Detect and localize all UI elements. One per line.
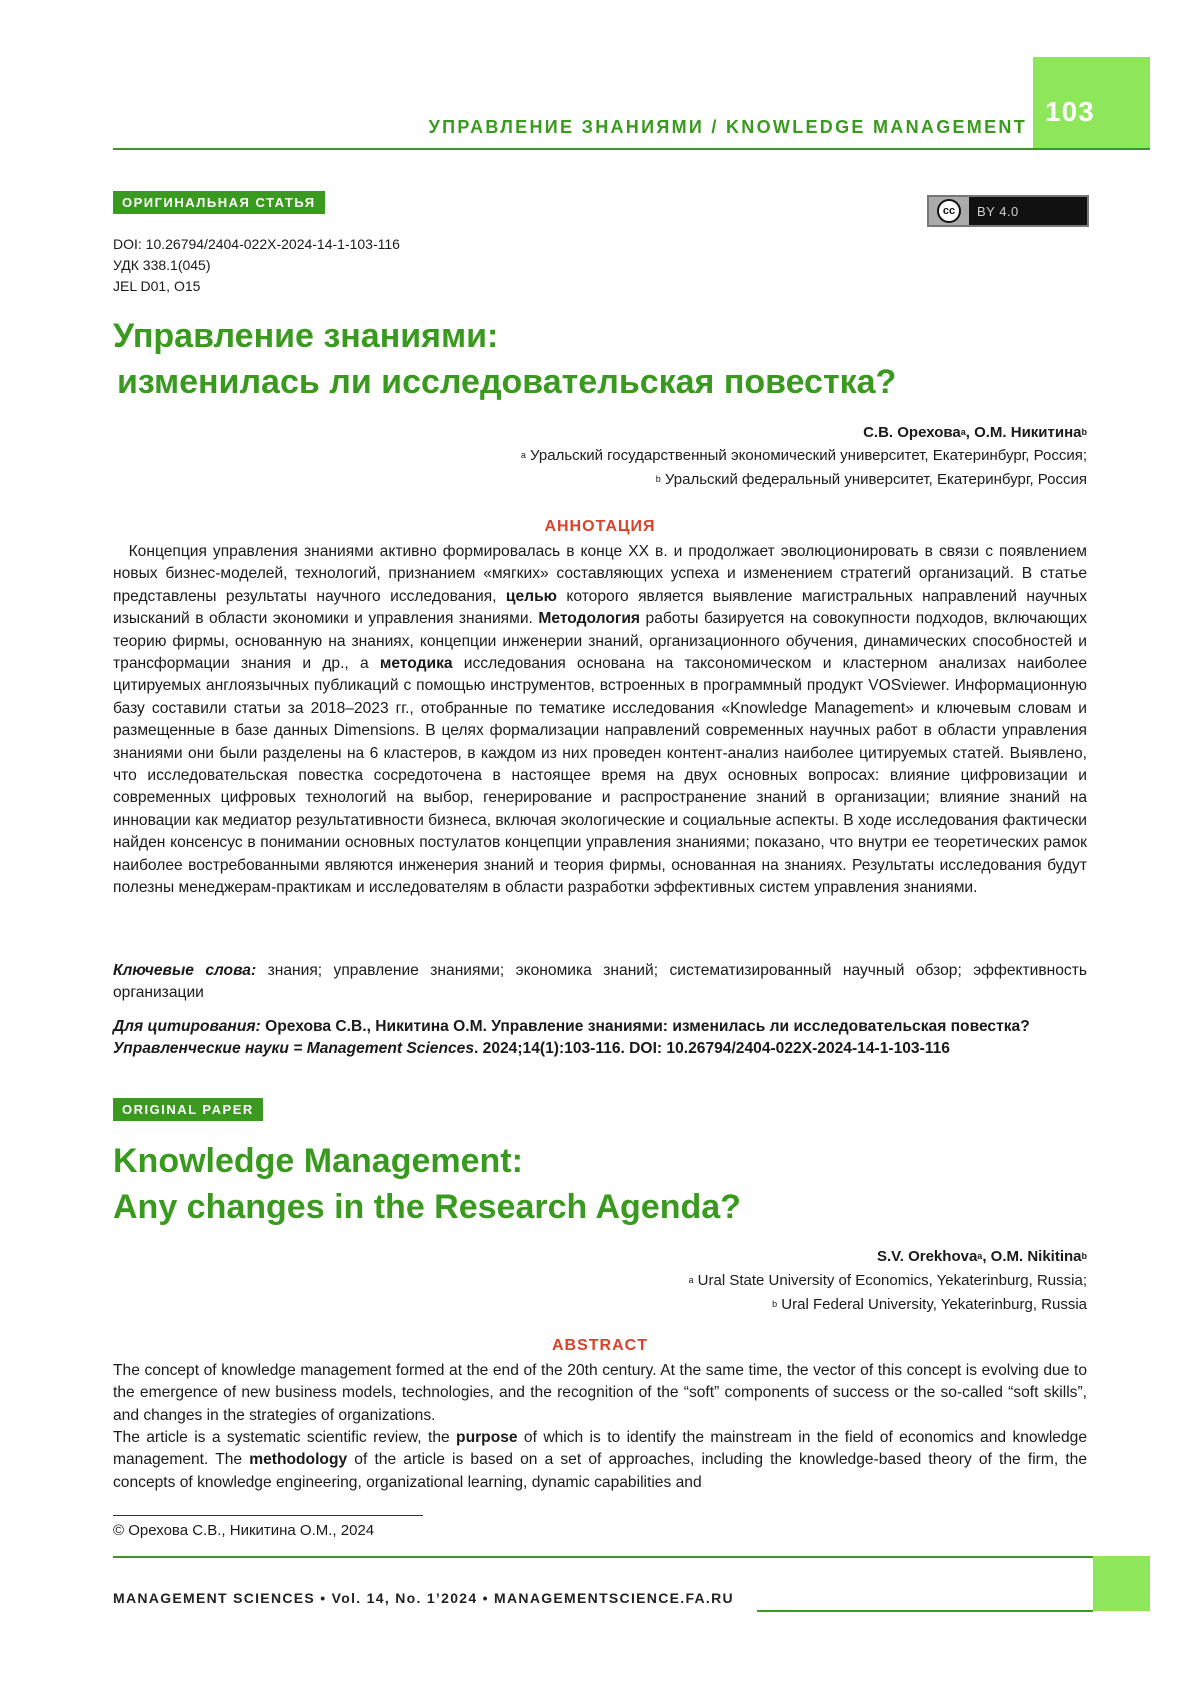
author-1-en-sup: a (977, 1251, 982, 1261)
aff-a-en-sup: a (688, 1275, 693, 1285)
citation-journal: Управленческие науки = Management Sciences (113, 1040, 474, 1057)
annotation-part-4: исследования основана на таксономическом и кластерном анализах наиболее цитируемых англоязычных публикаций с помощью инструментов, встроенных в программный продукт VOSviewer. Информационную базу составили статьи за 2018–2023 гг., отобранные по тематике исследования «Knowledge Management» и ключевым словам и размещенные в базе данных Dimensions. В целях формализации направлений современных научных работ в области управления знаниями они были разделены на 6 кластеров, в каждом из них проведен контент-анализ наиболее цитируемых статей. Выявлено, что исследовательская повестка сосредоточена в настоящее время на двух основных вопросах: влияние цифровизации и современных цифровых технологий на выбор, генерирование и распространение знаний в организации; влияние знаний на инновации как медиатор результативности бизнеса, включая экологические и социальные аспекты. В ходе исследования фактически найден консенсус в понимании основных постулатов концепции управления знаниями; показано, что внутри ее теоретических рамок наиболее востребованными являются инженерия знаний и теория фирмы, основанная на знаниях. Результаты исследования будут полезны менеджерам-практикам и исследователям в области разработки эффективных систем управления знаниями. (113, 655, 1087, 896)
copyright: © Орехова С.В., Никитина О.М., 2024 (113, 1522, 374, 1539)
citation-main: Орехова С.В., Никитина О.М. Управление знаниями: изменилась ли исследовательская повестка? (261, 1018, 1030, 1035)
creative-commons-icon (929, 197, 969, 225)
aff-a-en-text: Ural State University of Economics, Yekaterinburg, Russia; (693, 1272, 1087, 1289)
keywords (113, 960, 1087, 1005)
article-type-tag-en: ORIGINAL PAPER (113, 1098, 263, 1121)
footer-accent-box (1093, 1556, 1150, 1611)
abstract-p2-part-1: The article is a systematic scientific review, the (113, 1429, 456, 1446)
footnote-rule (113, 1515, 423, 1516)
journal-footer-line: MANAGEMENT SCIENCES • Vol. 14, No. 1’2024 • MANAGEMENTSCIENCE.FA.RU (113, 1590, 734, 1606)
title-en-line-2: Any changes in the Research Agenda? (113, 1184, 741, 1230)
annotation-heading: АННОТАЦИЯ (113, 518, 1087, 536)
footer-rule-bottom (757, 1610, 1093, 1612)
authors-en (877, 1245, 1087, 1269)
citation-doi: . 2024;14(1):103-116. DOI: 10.26794/2404-022X-2024-14-1-103-116 (474, 1040, 950, 1057)
header-rule (113, 148, 1150, 150)
running-head: УПРАВЛЕНИЕ ЗНАНИЯМИ / KNOWLEDGE MANAGEMENT (429, 117, 1027, 138)
annotation-part-2: которого является выявление магистральных направлений научных изысканий в области экономики и управления знаниями. (113, 588, 1087, 627)
author-2-en: O.M. Nikitina (991, 1248, 1082, 1265)
aff-b-sup: b (656, 474, 661, 484)
annotation-part-1: Концепция управления знаниями активно формировалась в конце XX в. и продолжает эволюционировать в связи с появлением новых бизнес-моделей, технологий, признанием «мягких» составляющих успеха и изменением стратегий организаций. В статье представлены результаты научного исследования, (113, 543, 1087, 605)
cc-icon-text: cc (937, 199, 961, 223)
author-2-en-sup: b (1082, 1251, 1088, 1261)
udk-line: УДК 338.1(045) (113, 255, 211, 276)
affiliation-b-en (772, 1293, 1087, 1317)
footer-rule-top (113, 1556, 1150, 1558)
authors-ru (863, 421, 1087, 445)
author-separator-en: , (982, 1248, 990, 1265)
author-2-sup: b (1082, 427, 1088, 437)
jel-line: JEL D01, O15 (113, 276, 200, 297)
aff-a-text: Уральский государственный экономический университет, Екатеринбург, Россия; (526, 447, 1087, 464)
keywords-label: Ключевые слова: (113, 962, 256, 979)
abstract-bold-methodology: methodology (249, 1451, 347, 1468)
article-type-tag-ru: ОРИГИНАЛЬНАЯ СТАТЬЯ (113, 191, 325, 214)
annotation-text (113, 541, 1087, 900)
affiliation-a-ru (521, 444, 1087, 468)
title-en-line-1: Knowledge Management: (113, 1138, 523, 1184)
author-1-sup: a (961, 427, 966, 437)
aff-b-en-sup: b (772, 1299, 777, 1309)
title-ru-line-2: изменилась ли исследовательская повестка? (117, 359, 896, 405)
aff-b-text: Уральский федеральный университет, Екатеринбург, Россия (661, 471, 1087, 488)
annotation-part-3: работы базируется на совокупности подходов, включающих теорию фирмы, основанную на знаниях, концепции инженерии знаний, организационного обучения, динамических способностей и трансформации знания и др., а (113, 610, 1087, 672)
aff-b-en-text: Ural Federal University, Yekaterinburg, Russia (777, 1296, 1087, 1313)
author-separator: , (966, 424, 974, 441)
abstract-paragraph-1: The concept of knowledge management formed at the end of the 20th century. At the same time, the vector of this concept is evolving due to the emergence of new business models, technologies, and the recognition of the “soft” components of success or the so-called “soft skills”, and changes in the strategies of organizations. (113, 1360, 1087, 1427)
citation (113, 1016, 1087, 1061)
title-ru-line-1: Управление знаниями: (113, 313, 498, 359)
aff-a-sup: a (521, 450, 526, 460)
affiliation-a-en (688, 1269, 1087, 1293)
doi-line: DOI: 10.26794/2404-022X-2024-14-1-103-116 (113, 234, 400, 255)
abstract-paragraph-2 (113, 1427, 1087, 1494)
citation-label: Для цитирования: (113, 1018, 261, 1035)
abstract-bold-purpose: purpose (456, 1429, 518, 1446)
author-1-ru: С.В. Орехова (863, 424, 961, 441)
license-label: BY 4.0 (977, 204, 1019, 219)
keywords-text: знания; управление знаниями; экономика знаний; систематизированный научный обзор; эффективность организации (113, 962, 1087, 1001)
abstract-p2-part-3: of the article is based on a set of approaches, including the knowledge-based theory of the firm, the concepts of knowledge engineering, organizational learning, dynamic capabilities and (113, 1451, 1087, 1490)
page-number: 103 (1045, 96, 1095, 128)
affiliation-b-ru (656, 468, 1087, 492)
annotation-bold-method: методика (380, 655, 453, 672)
abstract-p2-part-2: of which is to identify the mainstream in the field of economics and knowledge management. The (113, 1429, 1087, 1468)
annotation-bold-purpose: целью (506, 588, 557, 605)
author-1-en: S.V. Orekhova (877, 1248, 977, 1265)
annotation-bold-methodology: Методология (538, 610, 640, 627)
abstract-heading: ABSTRACT (113, 1337, 1087, 1355)
author-2-ru: О.М. Никитина (974, 424, 1081, 441)
cc-license-badge[interactable] (927, 195, 1089, 227)
